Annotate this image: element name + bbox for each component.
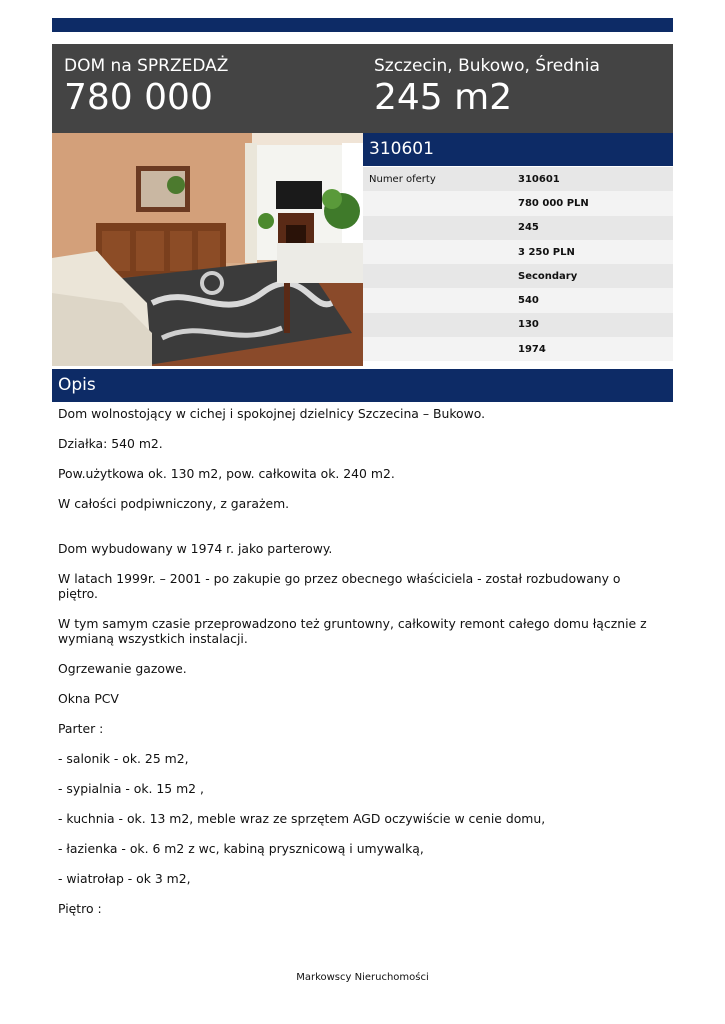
offer-id-heading: 310601 (363, 133, 673, 166)
param-value: 310601 (518, 173, 560, 185)
param-row (363, 288, 673, 312)
description-paragraph: W latach 1999r. – 2001 - po zakupie go przez obecnego właściciela - został rozbudowany o piętro. (58, 571, 621, 601)
offer-params-table (363, 167, 673, 361)
listing-header (52, 44, 673, 133)
description-paragraph: - sypialnia - ok. 15 m2 , (58, 781, 204, 796)
description-paragraph: Dom wybudowany w 1974 r. jako parterowy. (58, 541, 333, 556)
param-value: 245 (518, 222, 539, 234)
header-right (374, 56, 600, 120)
param-value: 3 250 PLN (518, 246, 575, 258)
param-row (363, 264, 673, 288)
description-paragraph: - kuchnia - ok. 13 m2, meble wraz ze sprzętem AGD oczywiście w cenie domu, (58, 811, 546, 826)
param-row (363, 240, 673, 264)
description-paragraph: Parter : (58, 721, 104, 736)
header-left (64, 56, 228, 120)
param-row (363, 216, 673, 240)
description-paragraph: Piętro : (58, 901, 102, 916)
description-paragraph: Ogrzewanie gazowe. (58, 661, 187, 676)
description-paragraph: - łazienka - ok. 6 m2 z wc, kabiną prysznicową i umywalką, (58, 841, 424, 856)
description-paragraph: W tym samym czasie przeprowadzono też gruntowny, całkowity remont całego domu łącznie z wymianą wszystkich instalacji. (58, 616, 647, 646)
description-body (58, 406, 658, 931)
description-heading: Opis (52, 369, 673, 402)
property-photo (52, 133, 363, 366)
description-paragraph: Okna PCV (58, 691, 119, 706)
property-price: 780 000 (64, 77, 213, 118)
param-value: 780 000 PLN (518, 197, 589, 209)
description-paragraph: - salonik - ok. 25 m2, (58, 751, 189, 766)
description-paragraph: W całości podpiwniczony, z garażem. (58, 496, 290, 511)
description-paragraph: - wiatrołap - ok 3 m2, (58, 871, 191, 886)
param-value: 1974 (518, 343, 546, 355)
property-type: DOM na SPRZEDAŻ (64, 56, 229, 76)
top-accent-bar (52, 18, 673, 32)
param-value: 130 (518, 319, 539, 331)
property-area: 245 m2 (374, 77, 513, 118)
description-paragraph: Dom wolnostojący w cichej i spokojnej dzielnicy Szczecina – Bukowo. (58, 406, 486, 421)
property-location: Szczecin, Bukowo, Średnia (374, 56, 600, 76)
param-row (363, 191, 673, 215)
description-paragraph: Działka: 540 m2. (58, 436, 163, 451)
param-row (363, 167, 673, 191)
param-label: Numer oferty (369, 173, 436, 185)
param-row (363, 313, 673, 337)
description-paragraph: Pow.użytkowa ok. 130 m2, pow. całkowita ok. 240 m2. (58, 466, 395, 481)
living-room-photo (52, 133, 363, 366)
param-row (363, 337, 673, 361)
param-value: 540 (518, 295, 539, 307)
param-value: Secondary (518, 270, 578, 282)
footer-company: Markowscy Nieruchomości (296, 972, 429, 983)
